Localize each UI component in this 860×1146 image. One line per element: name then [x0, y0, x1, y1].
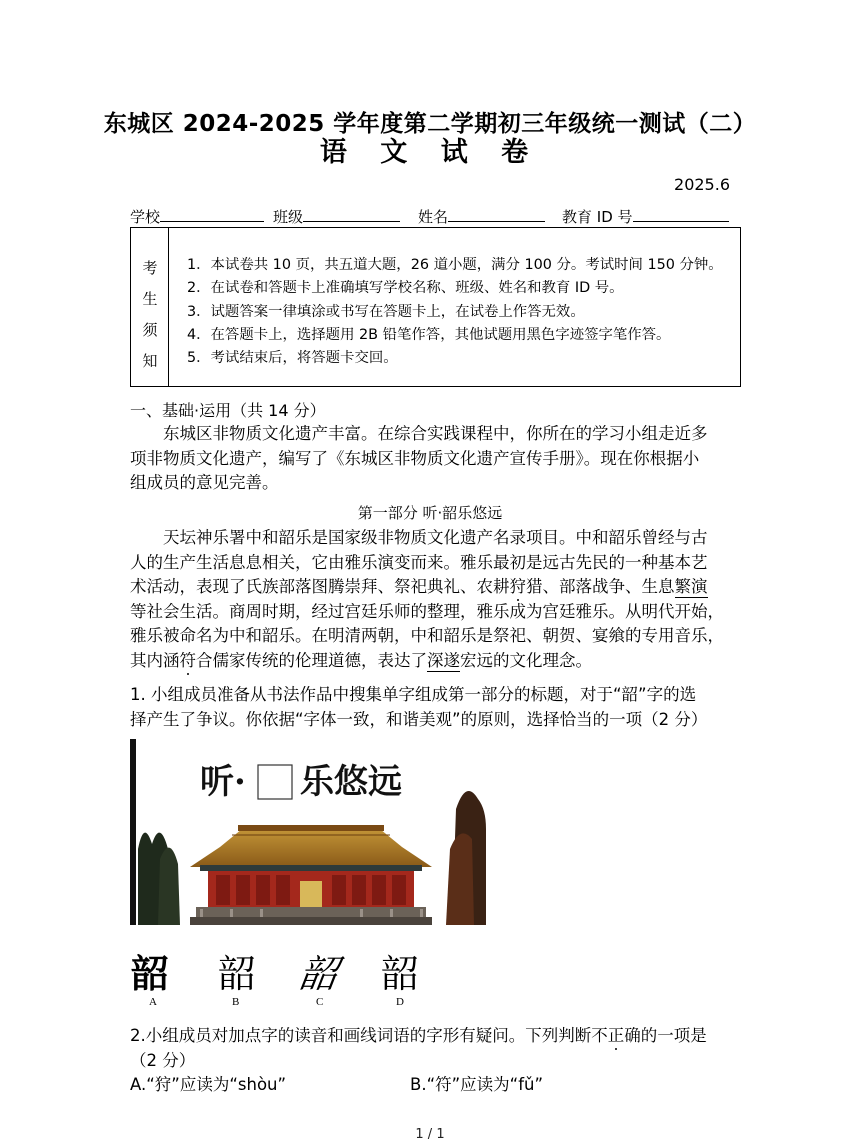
option-a-label: A: [149, 996, 157, 1008]
class-blank[interactable]: [303, 207, 400, 222]
passage-text: 术活动，表现了氏族部落图腾崇拜、祭祀典礼、农耕: [130, 577, 510, 596]
passage-line: [130, 575, 730, 600]
passage-text: 宏远的文化理念。: [460, 650, 592, 670]
section-heading: 一、基础·运用（共 14 分）: [130, 401, 326, 420]
class-field[interactable]: [273, 206, 400, 227]
exam-date: 2025.6: [674, 175, 730, 194]
passage-line: 雅乐被命名为中和韶乐。在明清两朝，中和韶乐是祭祀、朝贺、宴飨的专用音乐，: [130, 626, 724, 645]
underlined-word-shensui: 深遂: [427, 650, 460, 670]
intro-line: 东城区非物质文化遗产丰富。在综合实践课程中，你所在的学习小组走近多: [163, 424, 708, 443]
question-1: [130, 683, 707, 732]
underlined-word-fanyan: 繁演: [674, 577, 708, 596]
option-a-char[interactable]: 韶: [131, 951, 170, 996]
notice-label-char: 须: [142, 321, 158, 339]
passage-text: 合儒家传统的伦理道德，表达了: [196, 650, 427, 670]
school-blank[interactable]: [160, 207, 264, 222]
photo-title-right: 乐悠远: [300, 762, 402, 802]
notice-item: 1．本试卷共 10 页，共五道大题，26 道小题，满分 100 分。考试时间 150 分钟。: [187, 257, 723, 273]
notice-item: 5．考试结束后，将答题卡交回。: [187, 350, 398, 367]
name-blank[interactable]: [448, 207, 545, 222]
q2-option-a[interactable]: A.“狩”应读为“shòu”: [130, 1075, 287, 1094]
option-c-char[interactable]: 韶: [296, 952, 341, 996]
name-field[interactable]: [418, 206, 545, 227]
class-label: 班级: [273, 208, 304, 226]
question-2: [130, 1024, 707, 1073]
exam-subtitle: 语 文 试 卷: [319, 137, 541, 168]
edu-id-blank[interactable]: [633, 207, 729, 222]
notice-box: [130, 227, 741, 387]
photo-title-left: 听·: [200, 762, 246, 802]
notice-label-char: 生: [142, 290, 158, 308]
notice-items: [187, 254, 723, 370]
intro-paragraph: [130, 422, 730, 496]
question-2-text: 2.小组成员对加点字的读音和画线词语的字形有疑问。下列判断: [130, 1026, 592, 1045]
passage: [130, 526, 730, 673]
passage-line: [130, 649, 730, 674]
dotted-char-fu: 符: [179, 650, 196, 670]
option-d-label: D: [396, 996, 404, 1008]
option-d-char[interactable]: 韶: [381, 954, 420, 996]
intro-line: 项非物质文化遗产，编写了《东城区非物质文化遗产宣传手册》。现在你根据小: [130, 448, 700, 468]
exam-title: 东城区 2024-2025 学年度第二学期初三年级统一测试（二）: [103, 111, 757, 137]
question-1-line: 择产生了争议。你依据“字体一致，和谐美观”的原则，选择恰当的一项（2 分）: [130, 709, 708, 729]
option-b-char[interactable]: 韶: [218, 952, 257, 996]
part-title: 第一部分 听·韶乐悠远: [357, 504, 503, 522]
question-2-text: 的一项是: [640, 1026, 707, 1045]
passage-text: 猎、部落战争、生息: [526, 577, 675, 596]
question-1-line: 1. 小组成员准备从书法作品中搜集单字组成第一部分的标题，对于“韶”字的选: [130, 685, 697, 704]
school-label: 学校: [130, 208, 161, 226]
passage-line: 天坛神乐署中和韶乐是国家级非物质文化遗产名录项目。中和韶乐曾经与古: [163, 528, 708, 547]
passage-line: 人的生产生活息息相关，它由雅乐演变而来。雅乐最初是远古先民的一种基本艺: [130, 552, 708, 572]
passage-text: 其内涵: [130, 650, 180, 670]
edu-id-field[interactable]: [562, 206, 729, 227]
option-c-label: C: [316, 996, 324, 1008]
school-field[interactable]: [130, 206, 264, 227]
notice-label-char: 考: [142, 259, 158, 277]
temple-photo: [130, 739, 486, 925]
edu-id-label: 教育 ID 号: [562, 208, 633, 226]
notice-item: 4．在答题卡上，选择题用 2B 铅笔作答，其他试题用黑色字迹签字笔作答。: [187, 326, 671, 343]
notice-label: [131, 228, 169, 386]
dotted-word-not-correct: 不正确: [591, 1026, 641, 1045]
option-b-label: B: [232, 996, 240, 1008]
question-2-line: [130, 1024, 707, 1049]
q2-option-b[interactable]: B.“符”应读为“fǔ”: [410, 1075, 544, 1094]
dotted-char-shou: 狩: [509, 577, 526, 596]
passage-line: 等社会生活。商周时期，经过宫廷乐师的整理，雅乐成为宫廷雅乐。从明代开始，: [130, 601, 724, 621]
intro-line: 组成员的意见完善。: [130, 473, 279, 492]
question-2-line: （2 分）: [130, 1050, 196, 1070]
temple-illustration: [130, 739, 486, 925]
notice-item: 2．在试卷和答题卡上准确填写学校名称、班级、姓名和教育 ID 号。: [187, 280, 624, 297]
name-label: 姓名: [418, 208, 449, 226]
notice-item: 3．试题答案一律填涂或书写在答题卡上，在试卷上作答无效。: [187, 303, 585, 320]
page-number: 1 / 1: [415, 1127, 445, 1142]
notice-label-char: 知: [142, 352, 158, 370]
